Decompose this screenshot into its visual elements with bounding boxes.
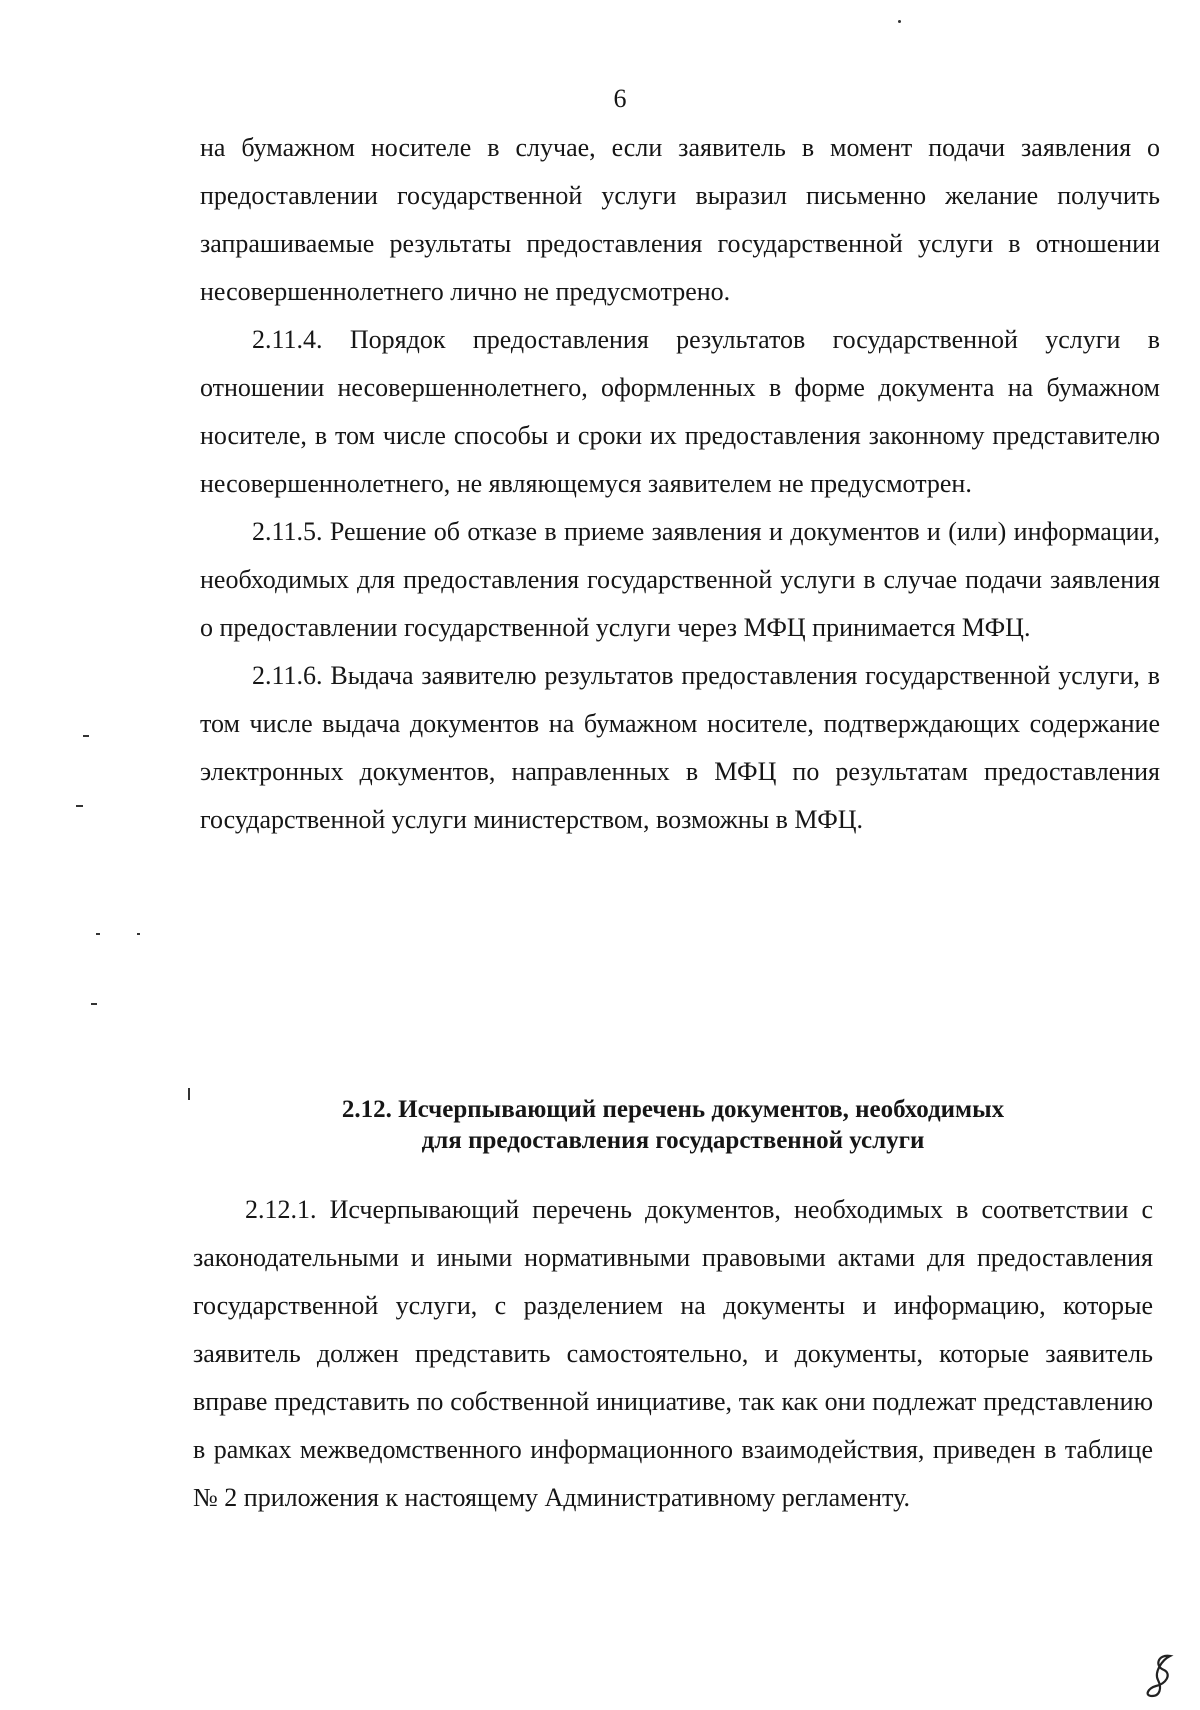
page-number: 6 (613, 84, 627, 113)
section-2-12-text (193, 1186, 1153, 1522)
scan-mark (91, 1003, 97, 1005)
paragraph-2-11-5: 2.11.5. Решение об отказе в приеме заявления и документов и (или) информации, необходимых для предоставления государственной услуги в случае подачи заявления о предоставлении государственной услуги через МФЦ принимается МФЦ. (200, 517, 1160, 642)
scan-mark (137, 933, 140, 935)
scan-mark (83, 735, 89, 737)
scan-mark (76, 805, 83, 807)
handwritten-signature (1140, 1650, 1180, 1700)
scan-mark (898, 20, 901, 23)
scan-mark (96, 933, 100, 935)
paragraph-2-11-6: 2.11.6. Выдача заявителю результатов предоставления государственной услуги, в том числе выдача документов на бумажном носителе, подтверждающих содержание электронных документов, направленных в МФЦ по результатам предоставления государственной услуги министерством, возможны в МФЦ. (200, 661, 1160, 834)
heading-line-2: для предоставления государственной услуги (421, 1127, 925, 1154)
section-heading-2-12 (193, 1094, 1153, 1156)
paragraph-continuation: на бумажном носителе в случае, если заявитель в момент подачи заявления о предоставлении государственной услуги выразил письменно желание получить запрашиваемые результаты предоставления государственной услуги в отношении несовершеннолетнего лично не предусмотрено. (200, 133, 1160, 306)
section-2-11-text (200, 124, 1160, 844)
heading-line-1: 2.12. Исчерпывающий перечень документов, необходимых (341, 1096, 1005, 1123)
scan-mark (188, 1088, 190, 1100)
paragraph-2-11-4: 2.11.4. Порядок предоставления результатов государственной услуги в отношении несовершеннолетнего, оформленных в форме документа на бумажном носителе, в том числе способы и сроки их предоставления законному представителю несовершеннолетнего, не являющемуся заявителем не предусмотрен. (200, 325, 1160, 498)
paragraph-2-12-1: 2.12.1. Исчерпывающий перечень документов, необходимых в соответствии с законодательными и иными нормативными правовыми актами для предоставления государственной услуги, с разделением на документы и информацию, которые заявитель должен представить самостоятельно, и документы, которые заявитель вправе представить по собственной инициативе, так как они подлежат представлению в рамках межведомственного информационного взаимодействия, приведен в таблице № 2 приложения к настоящему Административному регламенту. (193, 1195, 1153, 1512)
